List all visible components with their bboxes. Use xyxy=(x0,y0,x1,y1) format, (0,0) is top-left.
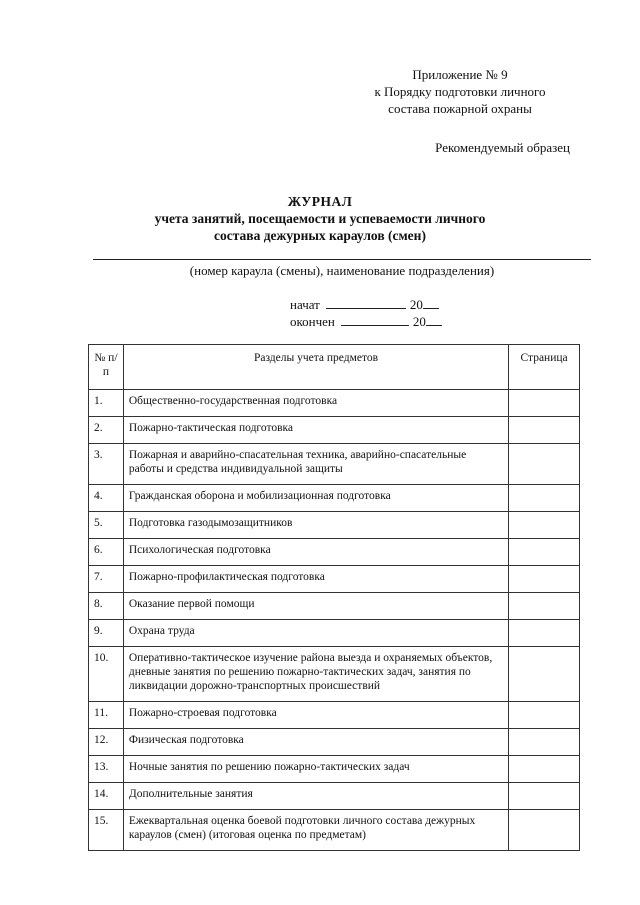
table-row xyxy=(89,647,580,702)
recommended-sample-label: Рекомендуемый образец xyxy=(435,140,570,155)
row-section: Оказание первой помощи xyxy=(123,593,508,620)
finished-year-blank xyxy=(426,313,442,326)
row-num: 14. xyxy=(89,783,124,810)
table-header-row xyxy=(89,345,580,390)
row-section: Пожарно-тактическая подготовка xyxy=(123,417,508,444)
appendix-line: Приложение № 9 xyxy=(412,67,508,82)
sections-table xyxy=(88,344,580,851)
row-page xyxy=(509,729,580,756)
table-row xyxy=(89,539,580,566)
finished-row xyxy=(290,313,442,330)
row-page xyxy=(509,444,580,485)
table-row xyxy=(89,810,580,851)
row-page xyxy=(509,485,580,512)
finished-year-prefix: 20 xyxy=(412,314,426,329)
row-num: 10. xyxy=(89,647,124,702)
row-page xyxy=(509,702,580,729)
table-row xyxy=(89,444,580,485)
row-page xyxy=(509,647,580,702)
row-section: Пожарно-профилактическая подготовка xyxy=(123,566,508,593)
row-section: Психологическая подготовка xyxy=(123,539,508,566)
row-section: Пожарно-строевая подготовка xyxy=(123,702,508,729)
row-page xyxy=(509,756,580,783)
row-section: Ежеквартальная оценка боевой подготовки личного состава дежурных караулов (смен) (итоговая оценка по предметам) xyxy=(123,810,508,851)
title-line-1: ЖУРНАЛ xyxy=(287,194,353,209)
header-section: Разделы учета предметов xyxy=(123,345,508,390)
row-page xyxy=(509,783,580,810)
appendix-line: состава пожарной охраны xyxy=(388,101,532,116)
row-page xyxy=(509,566,580,593)
row-num: 11. xyxy=(89,702,124,729)
table-row xyxy=(89,485,580,512)
row-section: Охрана труда xyxy=(123,620,508,647)
table-row xyxy=(89,593,580,620)
line-caption: (номер караула (смены), наименование подразделения) xyxy=(189,263,495,278)
row-num: 15. xyxy=(89,810,124,851)
row-num: 1. xyxy=(89,390,124,417)
finished-label: окончен xyxy=(290,314,335,329)
finished-date-blank xyxy=(341,313,409,326)
started-date-blank xyxy=(326,296,406,309)
title-line-3: состава дежурных караулов (смен) xyxy=(214,228,426,243)
table-row xyxy=(89,620,580,647)
fill-in-line xyxy=(93,259,591,260)
row-page xyxy=(509,810,580,851)
started-row xyxy=(290,296,442,313)
row-section: Ночные занятия по решению пожарно-тактических задач xyxy=(123,756,508,783)
row-num: 12. xyxy=(89,729,124,756)
row-num: 5. xyxy=(89,512,124,539)
started-year-prefix: 20 xyxy=(409,297,423,312)
row-section: Подготовка газодымозащитников xyxy=(123,512,508,539)
row-page xyxy=(509,390,580,417)
appendix-line: к Порядку подготовки личного xyxy=(374,84,546,99)
row-page xyxy=(509,512,580,539)
row-num: 6. xyxy=(89,539,124,566)
row-page xyxy=(509,620,580,647)
row-section: Физическая подготовка xyxy=(123,729,508,756)
row-num: 3. xyxy=(89,444,124,485)
appendix-heading xyxy=(350,66,570,117)
row-section: Оперативно-тактическое изучение района выезда и охраняемых объектов, дневные занятия по решению пожарно-тактических задач, занятия по ликвидации дорожно-транспортных происшествий xyxy=(123,647,508,702)
row-num: 7. xyxy=(89,566,124,593)
table-row xyxy=(89,783,580,810)
started-year-blank xyxy=(423,296,439,309)
table-row xyxy=(89,702,580,729)
row-section: Гражданская оборона и мобилизационная подготовка xyxy=(123,485,508,512)
row-page xyxy=(509,417,580,444)
table-row xyxy=(89,566,580,593)
row-section: Дополнительные занятия xyxy=(123,783,508,810)
row-num: 2. xyxy=(89,417,124,444)
row-section: Пожарная и аварийно-спасательная техника, аварийно-спасательные работы и средства индивидуальной защиты xyxy=(123,444,508,485)
row-num: 4. xyxy=(89,485,124,512)
row-page xyxy=(509,539,580,566)
dates-block xyxy=(290,296,442,330)
row-num: 8. xyxy=(89,593,124,620)
header-num: № п/п xyxy=(89,345,124,390)
table-row xyxy=(89,512,580,539)
row-section: Общественно-государственная подготовка xyxy=(123,390,508,417)
table-row xyxy=(89,756,580,783)
header-page: Страница xyxy=(509,345,580,390)
table-row xyxy=(89,390,580,417)
started-label: начат xyxy=(290,297,320,312)
row-num: 9. xyxy=(89,620,124,647)
row-page xyxy=(509,593,580,620)
row-num: 13. xyxy=(89,756,124,783)
table-row xyxy=(89,417,580,444)
title-line-2: учета занятий, посещаемости и успеваемости личного xyxy=(154,211,486,226)
document-title xyxy=(0,193,640,244)
table-row xyxy=(89,729,580,756)
